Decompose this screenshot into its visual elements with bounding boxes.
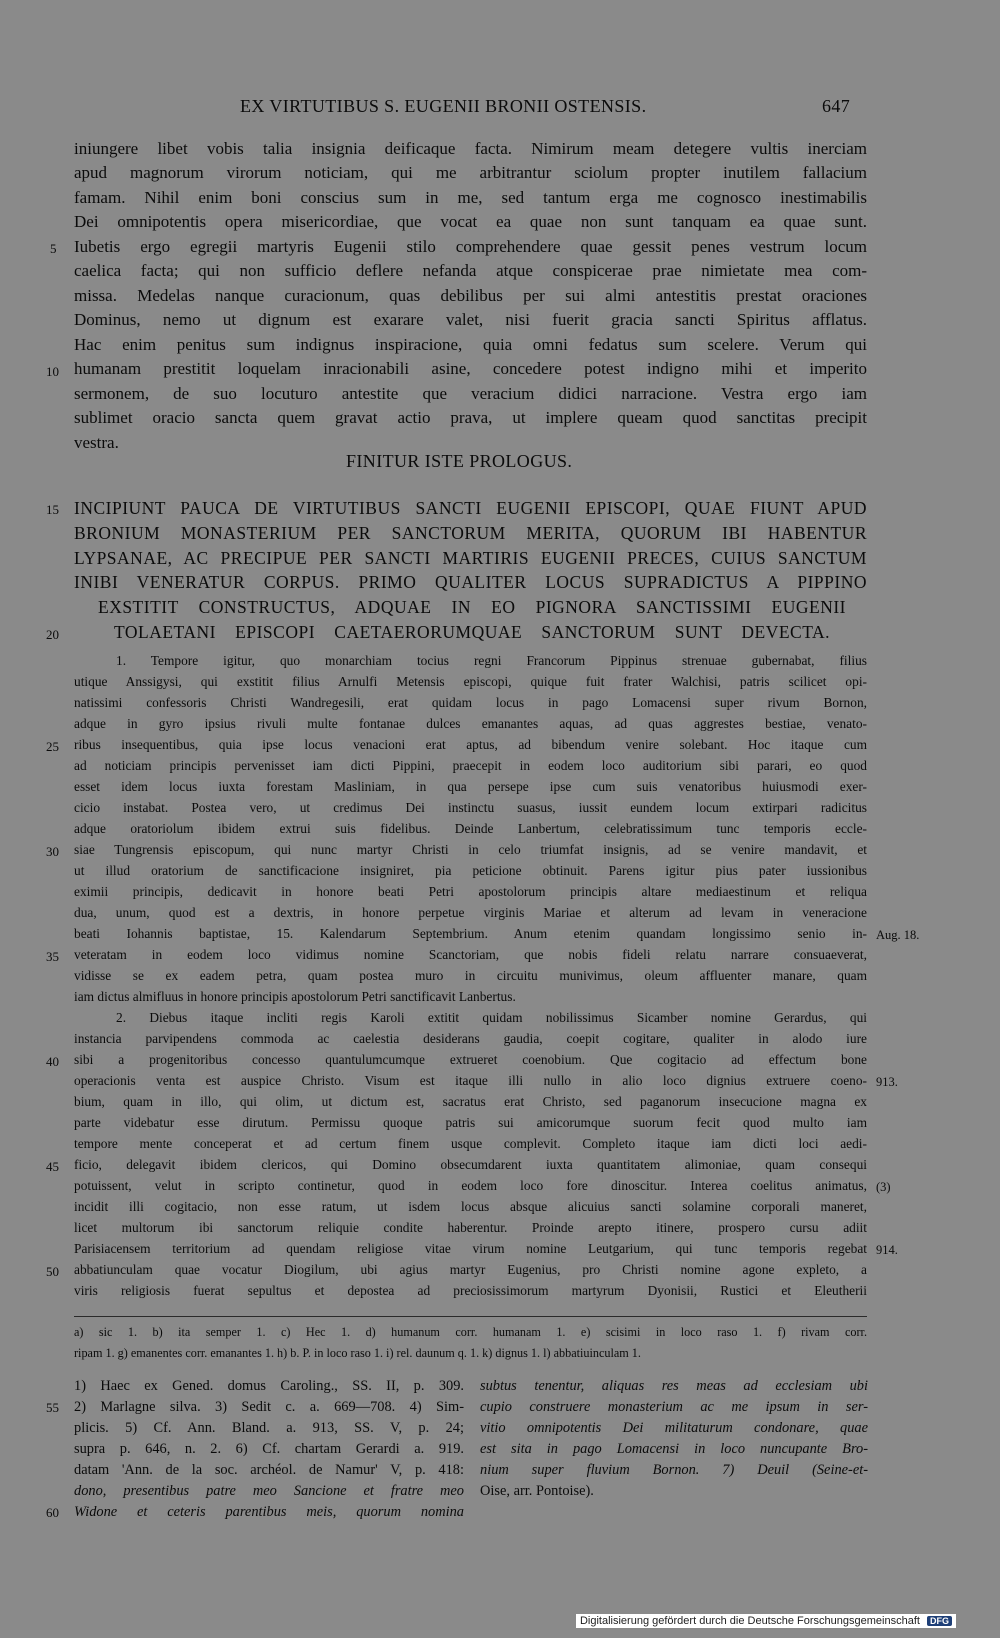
body-line: Parisiacensem territorium ad quendam religiose vitae virum nomine Leutgarium, qui tunc temporis regebat — [74, 1241, 867, 1256]
footnote-left-line: 1) Haec ex Gened. domus Caroling., SS. II, p. 309. — [74, 1378, 464, 1394]
prologue-line: Iubetis ergo egregii martyris Eugenii stilo comprehendere quae gessit penes vestrum locum — [74, 237, 867, 256]
footnote-right-line: cupio construere monasterium ac me ipsum in ser- — [480, 1399, 868, 1415]
footnote-separator — [74, 1316, 867, 1317]
body-line: adque oratoriolum ibidem extrui suis fidelibus. Deinde Lanbertum, celebratissimum tunc temporis eccle- — [74, 821, 867, 836]
body-line: potuissent, velut in scripto continetur, quod in eodem loco fore dinoscitur. Interea coelitus animatus, — [74, 1178, 867, 1193]
body-line: utique Anssigysi, qui exstitit filius Arnulfi Metensis episcopi, quique fuit frater Walchisi, patris scilicet opi- — [74, 674, 867, 689]
footnote-left-line: supra p. 646, n. 2. 6) Cf. chartam Gerardi a. 919. — [74, 1441, 464, 1457]
prologue-line: sermonem, de suo locuturo antestite que veracium didici narracione. Vestra ergo iam — [74, 384, 867, 403]
body-line: esset idem locus iuxta forestam Masliniam, in qua persepe ipse cum suis venatoribus huiusmodi exer- — [74, 779, 867, 794]
body-line: eximii principis, dedicavit in honore beati Petri apostolorum principis altare mediaestinum et reliqua — [74, 884, 867, 899]
footnote-right-line: vitio omnipotentis Dei militaturum condonare, quae — [480, 1420, 868, 1436]
line-number: 15 — [46, 502, 59, 517]
footnote-left-line: plicis. 5) Cf. Ann. Bland. a. 913, SS. V, p. 24; — [74, 1420, 464, 1436]
footnote-right-line: nium super fluvium Bornon. 7) Deuil (Seine-et- — [480, 1462, 868, 1478]
body-line: tempore mente conceperat et ad certum finem usque complevit. Completo itaque iam dicti loci aedi- — [74, 1136, 867, 1151]
body-line: iam dictus almifluus in honore principis apostolorum Petri sanctificavit Lanbertus. — [74, 989, 516, 1004]
footnote-left-line: datam 'Ann. de la soc. archéol. de Namur' V, p. 418: — [74, 1462, 464, 1478]
prologue-line: missa. Medelas nanque curacionum, quas debilibus per sui almi antestitis prestat oraciones — [74, 286, 867, 305]
footnote-right-line: subtus tenentur, aliquas res meas ad ecclesiam ubi — [480, 1378, 868, 1394]
line-number: 55 — [46, 1400, 59, 1415]
body-line: parte videbatur esse dirutum. Permissu quoque patris sui amicorumque suorum fecit quod multo iam — [74, 1115, 867, 1130]
body-line: 1. Tempore igitur, quo monarchiam tocius regni Francorum Pippinus strenuae gubernabat, filius — [116, 653, 867, 668]
prologue-line: sublimet oracio sancta quem gravat actio prava, ut implere queam quod sanctitas precipit — [74, 408, 867, 427]
body-line: cicio instabat. Postea vero, ut credimus Dei instinctu suasus, iussit eundem locum extirpari radicitus — [74, 800, 867, 815]
digitization-credit — [576, 1614, 956, 1628]
body-line: ut illud oratorium de sanctificacione insigniret, pia peticione obtinuit. Parens igitur pius pater iussionibus — [74, 863, 867, 878]
prologue-line: apud magnorum virorum noticiam, qui me arbitrantur sciolum propter inutilem fallacium — [74, 163, 867, 182]
body-line: beati Iohannis baptistae, 15. Kalendarum Septembrium. Anum etenim quandam longissimo senio in- — [74, 926, 867, 941]
body-line: adque in gyro ipsius rivuli multe fontanae dulces emanantes aquas, ad quas aggrestes bestiae, venato- — [74, 716, 867, 731]
chapter-title-line: BRONIUM MONASTERIUM PER SANCTORUM MERITA, QUORUM IBI HABENTUR — [74, 523, 867, 543]
body-line: licet multorum ibi sanctorum reliquie condite haberentur. Proinde arepto itinere, prospero cursu adiit — [74, 1220, 867, 1235]
chapter-title-line: TOLAETANI EPISCOPI CAETAERORUMQUAE SANCTORUM SUNT DEVECTA. — [114, 622, 830, 642]
margin-note: (3) — [876, 1180, 891, 1194]
body-line: abbatiunculam quae vocatur Diogilum, ubi agius martyr Eugenius, pro Christi nomine agone expleto, a — [74, 1262, 867, 1277]
line-number: 10 — [46, 364, 59, 379]
body-line: viris religiosis fuerat sepultus et depostea ad preciosissimorum martyrum Dyonisii, Rustici et Eleutherii — [74, 1283, 867, 1298]
prologue-line: Dominus, nemo ut dignum est exarare valet, nisi fuerit gracia sancti Spiritus afflatus. — [74, 310, 867, 329]
line-number: 30 — [46, 844, 59, 859]
line-number: 40 — [46, 1054, 59, 1069]
line-number: 35 — [46, 949, 59, 964]
line-number: 50 — [46, 1264, 59, 1279]
body-line: vidisse se ex eadem petra, quam postea muro in circuitu munivimus, oleum affluenter manare, quam — [74, 968, 867, 983]
footnote-left-line: 2) Marlagne silva. 3) Sedit c. a. 669—708. 4) Sim- — [74, 1399, 464, 1415]
line-number: 45 — [46, 1159, 59, 1174]
prologue-line: caelica facta; qui non sufficio deflere nefanda atque conspicerae prae nimietate mea com- — [74, 261, 867, 280]
body-line: natissimi confessoris Christi Wandregesili, erat quidam locus in pago Lomacensi super rivum Bornon, — [74, 695, 867, 710]
body-line: ribus insequentibus, quia ipse locus venacioni erat aptus, ad bibendum venire solebant. Hoc itaque cum — [74, 737, 867, 752]
body-line: ad noticiam principis pervenisset iam dicti Pippini, praecepit in eodem loco auditorium sibi parari, eo quod — [74, 758, 867, 773]
footnote-right-line: Oise, arr. Pontoise). — [480, 1483, 594, 1499]
line-number: 25 — [46, 739, 59, 754]
footnote-left-line: Widone et ceteris parentibus meis, quorum nomina — [74, 1504, 464, 1520]
line-number: 20 — [46, 627, 59, 642]
prologue-line: Dei omnipotentis opera misericordiae, que vocat ea quae non sunt tanquam ea quae sunt. — [74, 212, 867, 231]
chapter-title-line: LYPSANAE, AC PRECIPUE PER SANCTI MARTIRIS EUGENII PRECES, CUIUS SANCTUM — [74, 548, 867, 568]
prologue-line: vestra. — [74, 433, 119, 452]
body-line: incidit illi cogitacio, non esse ratum, ut isdem locus absque alicuius sancti solamine corporali maneret, — [74, 1199, 867, 1214]
body-line: operacionis venta est auspice Christo. Visum est itaque illi nullo in alio loco dignius extruere coeno- — [74, 1073, 867, 1088]
line-number: 5 — [50, 241, 57, 256]
prologue-line: iniungere libet vobis talia insignia deificaque facta. Nimirum meam detegere vultis inerciam — [74, 139, 867, 158]
body-line: siae Tungrensis episcopum, qui nunc martyr Christi in celo triumfat insignis, ad se venire mandavit, et — [74, 842, 867, 857]
chapter-title-line: INIBI VENERATUR CORPUS. PRIMO QUALITER LOCUS SUPRADICTUS A PIPPINO — [74, 572, 867, 592]
variant-note-line: ripam 1. g) emanentes corr. emanantes 1. h) b. P. in loco raso 1. i) rel. daunum q. 1. k) dignus 1. l) abbatiuinculam 1. — [74, 1346, 641, 1360]
running-head-title: EX VIRTUTIBUS S. EUGENII BRONII OSTENSIS. — [240, 96, 647, 116]
margin-note: 914. — [876, 1243, 898, 1257]
chapter-title-line: INCIPIUNT PAUCA DE VIRTUTIBUS SANCTI EUGENII EPISCOPI, QUAE FIUNT APUD — [74, 498, 867, 518]
body-line: dua, unum, quod est a dextris, in honore perpetue virginis Mariae et alterum ad levam in veneracione — [74, 905, 867, 920]
prologue-line: humanam prestitit loquelam inracionabili asine, concedere potest indigno mihi et imperito — [74, 359, 867, 378]
body-line: bium, quam in illo, qui olim, ut dictum est, sacratus erat Christo, sed paganorum insecucione magna ex — [74, 1094, 867, 1109]
line-number: 60 — [46, 1505, 59, 1520]
body-line: sibi a progenitoribus concesso quantulumcumque extrueret coenobium. Que cogitacio ad effectum bone — [74, 1052, 867, 1067]
body-line: ficio, delegavit ibidem clericos, qui Domino obsecumdarent iuxta quantitatem alimoniae, quam consequi — [74, 1157, 867, 1172]
margin-note: Aug. 18. — [876, 928, 920, 942]
page-number: 647 — [822, 96, 851, 116]
prologue-line: famam. Nihil enim boni conscius sum in me, sed tantum erga me cognosco inestimabilis — [74, 188, 867, 207]
margin-note: 913. — [876, 1075, 898, 1089]
body-line: instancia parvipendens commoda ac caelestia desiderans gaudia, coepit cogitare, qualiter in alodo iure — [74, 1031, 867, 1046]
chapter-title-line: EXSTITIT CONSTRUCTUS, ADQUAE IN EO PIGNORA SANCTISSIMI EUGENII — [98, 597, 846, 617]
body-line: 2. Diebus itaque incliti regis Karoli extitit quidam nobilissimus Sicamber nomine Gerardus, qui — [116, 1010, 867, 1025]
body-line: veteratam in eodem loco vidimus nomine Scanctoriam, que nobis fideli relatu narrare consuaeverat, — [74, 947, 867, 962]
prologue-line: Hac enim penitus sum indignus inspiracione, quia omni fedatus sum scelere. Verum qui — [74, 335, 867, 354]
prologue-end-heading: FINITUR ISTE PROLOGUS. — [346, 451, 573, 471]
variant-note-line: a) sic 1. b) ita semper 1. c) Hec 1. d) humanum corr. humanam 1. e) scisimi in loco raso 1. f) rivam corr. — [74, 1325, 867, 1339]
footnote-left-line: dono, presentibus patre meo Sancione et fratre meo — [74, 1483, 464, 1499]
credit-text: Digitalisierung gefördert durch die Deutsche Forschungsgemeinschaft — [579, 1615, 920, 1627]
dfg-logo: DFG — [927, 1616, 952, 1626]
footnote-right-line: est sita in pago Lomacensi in loco nuncupante Bro- — [480, 1441, 868, 1457]
